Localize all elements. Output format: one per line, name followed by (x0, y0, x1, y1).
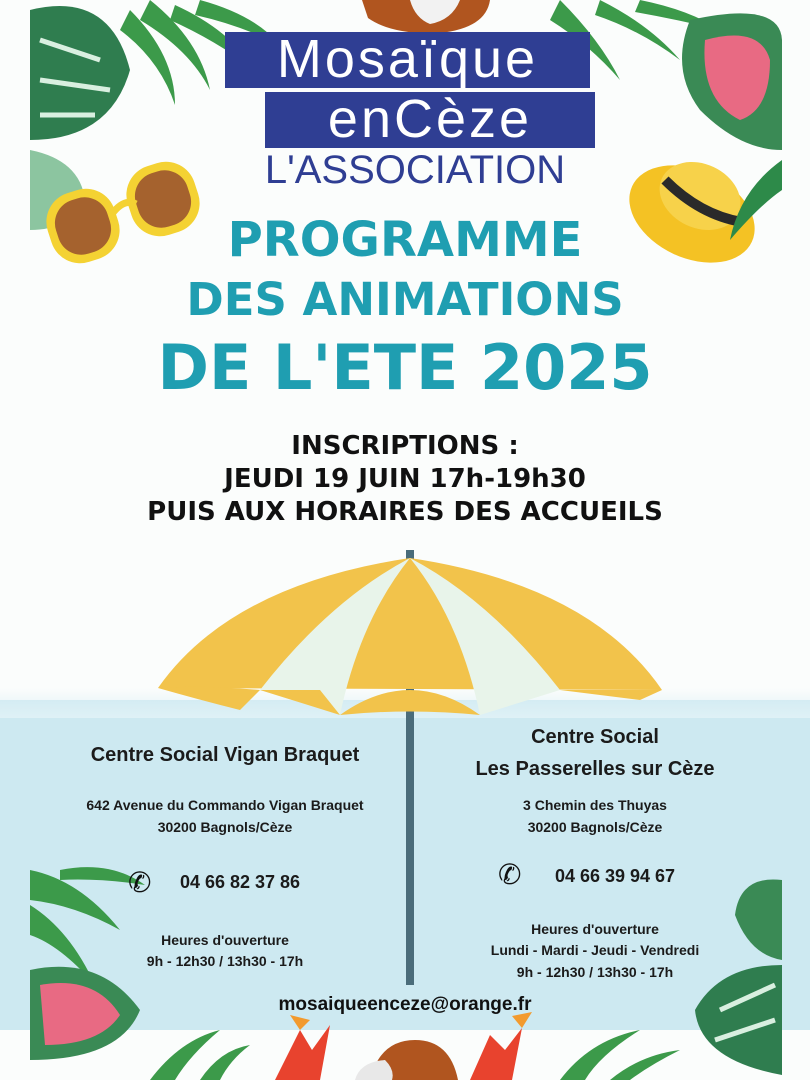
logo-line-1: Mosaïque (276, 29, 539, 89)
title-line-3: DE L'ETE 2025 (157, 331, 653, 404)
contact-email[interactable]: mosaiqueenceze@orange.fr (278, 994, 532, 1015)
phone-icon: ✆ (128, 866, 152, 899)
centre-right-hours: 9h - 12h30 / 13h30 - 17h (516, 964, 674, 980)
logo-line-2: enCèze (327, 89, 533, 149)
logo-tagline: L'ASSOCIATION (264, 148, 566, 192)
centre-right-address-1: 3 Chemin des Thuyas (523, 797, 667, 813)
centre-right-name-1: Centre Social (531, 726, 659, 748)
caladium-leaf-icon (682, 13, 782, 150)
title-line-2: DES ANIMATIONS (186, 273, 624, 326)
centre-left-phone: 04 66 82 37 86 (179, 872, 301, 892)
centre-right-hours-days: Lundi - Mardi - Jeudi - Vendredi (490, 942, 700, 958)
monstera-leaf-icon (695, 965, 782, 1075)
centre-right-hours-title: Heures d'ouverture (531, 921, 659, 937)
logo (225, 26, 595, 192)
inscriptions-label: INSCRIPTIONS : (291, 431, 519, 461)
monstera-leaf-icon (30, 6, 130, 140)
beach-umbrella-icon (158, 558, 662, 715)
centre-left-address-1: 642 Avenue du Commando Vigan Braquet (86, 797, 364, 813)
centre-left-name: Centre Social Vigan Braquet (90, 744, 360, 766)
coconut-bottom-icon (355, 1040, 458, 1080)
centre-right-address-2: 30200 Bagnols/Cèze (527, 819, 663, 835)
centre-left-hours: 9h - 12h30 / 13h30 - 17h (146, 953, 304, 969)
inscriptions-hours: PUIS AUX HORAIRES DES ACCUEILS (147, 497, 663, 527)
centre-left-address-2: 30200 Bagnols/Cèze (157, 819, 293, 835)
centre-left-hours-title: Heures d'ouverture (161, 932, 289, 948)
centre-right-name-2: Les Passerelles sur Cèze (475, 758, 715, 780)
inscriptions-date: JEUDI 19 JUIN 17h-19h30 (224, 464, 586, 494)
centre-right-phone: 04 66 39 94 67 (554, 866, 676, 886)
phone-icon: ✆ (498, 858, 522, 891)
title-line-1: PROGRAMME (227, 212, 583, 268)
